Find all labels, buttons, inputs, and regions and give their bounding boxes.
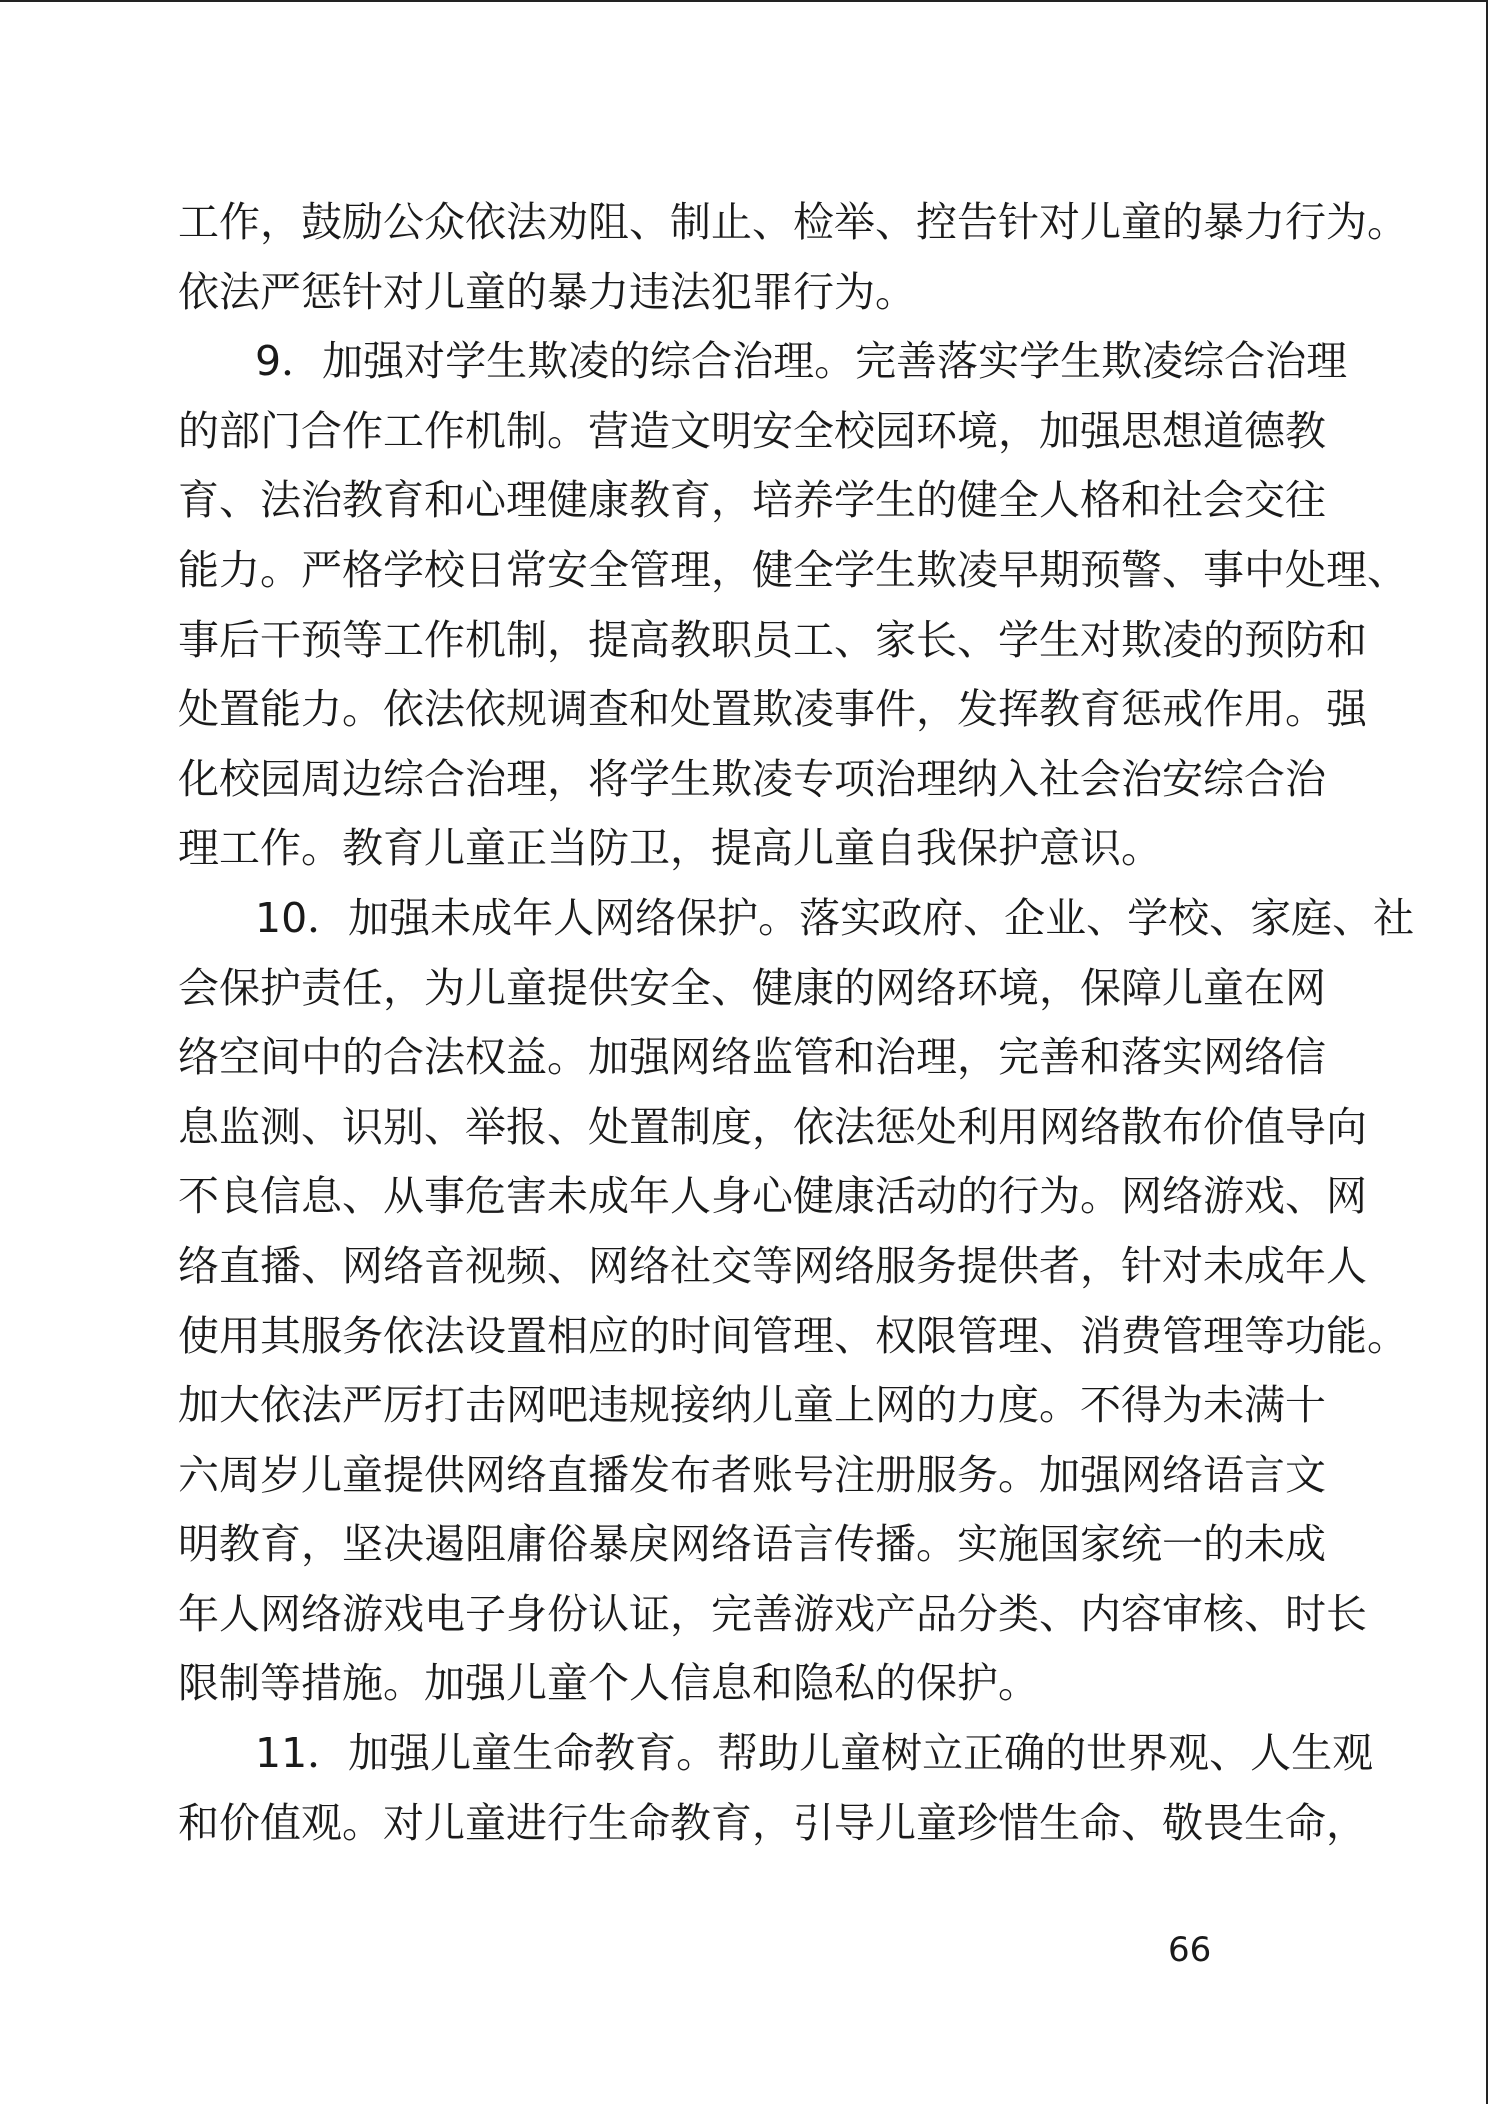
text-line: 络空间中的合法权益。加强网络监管和治理，完善和落实网络信	[178, 1033, 1326, 1082]
text-line: 10．加强未成年人网络保护。落实政府、企业、学校、家庭、社	[255, 893, 1415, 942]
text-line: 9．加强对学生欺凌的综合治理。完善落实学生欺凌综合治理	[255, 337, 1348, 386]
text-line: 限制等措施。加强儿童个人信息和隐私的保护。	[178, 1659, 1039, 1708]
text-line: 六周岁儿童提供网络直播发布者账号注册服务。加强网络语言文	[178, 1450, 1326, 1499]
text-line: 理工作。教育儿童正当防卫，提高儿童自我保护意识。	[178, 824, 1162, 873]
text-line: 工作，鼓励公众依法劝阻、制止、检举、控告针对儿童的暴力行为。	[178, 198, 1408, 246]
page-number: 66	[1168, 1930, 1212, 1970]
text-line: 年人网络游戏电子身份认证，完善游戏产品分类、内容审核、时长	[178, 1589, 1367, 1638]
text-line: 处置能力。依法依规调查和处置欺凌事件，发挥教育惩戒作用。强	[178, 685, 1367, 734]
text-line: 育、法治教育和心理健康教育，培养学生的健全人格和社会交往	[178, 476, 1326, 525]
text-line: 11．加强儿童生命教育。帮助儿童树立正确的世界观、人生观	[255, 1729, 1374, 1778]
text-line: 化校园周边综合治理，将学生欺凌专项治理纳入社会治安综合治	[178, 754, 1326, 803]
text-line: 依法严惩针对儿童的暴力违法犯罪行为。	[178, 267, 916, 316]
text-line: 能力。严格学校日常安全管理，健全学生欺凌早期预警、事中处理、	[178, 545, 1408, 594]
text-line: 络直播、网络音视频、网络社交等网络服务提供者，针对未成年人	[178, 1241, 1367, 1290]
text-line: 不良信息、从事危害未成年人身心健康活动的行为。网络游戏、网	[178, 1172, 1367, 1221]
text-line: 息监测、识别、举报、处置制度，依法惩处利用网络散布价值导向	[178, 1102, 1367, 1151]
body-text	[178, 188, 1415, 1858]
text-line: 和价值观。对儿童进行生命教育，引导儿童珍惜生命、敬畏生命，	[178, 1798, 1367, 1847]
text-line: 的部门合作工作机制。营造文明安全校园环境，加强思想道德教	[178, 406, 1326, 455]
text-line: 事后干预等工作机制，提高教职员工、家长、学生对欺凌的预防和	[178, 615, 1367, 664]
text-line: 会保护责任，为儿童提供安全、健康的网络环境，保障儿童在网	[178, 963, 1326, 1012]
top-border-line	[0, 0, 1488, 2]
text-line: 使用其服务依法设置相应的时间管理、权限管理、消费管理等功能。	[178, 1311, 1408, 1360]
text-line: 加大依法严厉打击网吧违规接纳儿童上网的力度。不得为未满十	[178, 1381, 1326, 1430]
text-line: 明教育，坚决遏阻庸俗暴戾网络语言传播。实施国家统一的未成	[178, 1520, 1326, 1569]
